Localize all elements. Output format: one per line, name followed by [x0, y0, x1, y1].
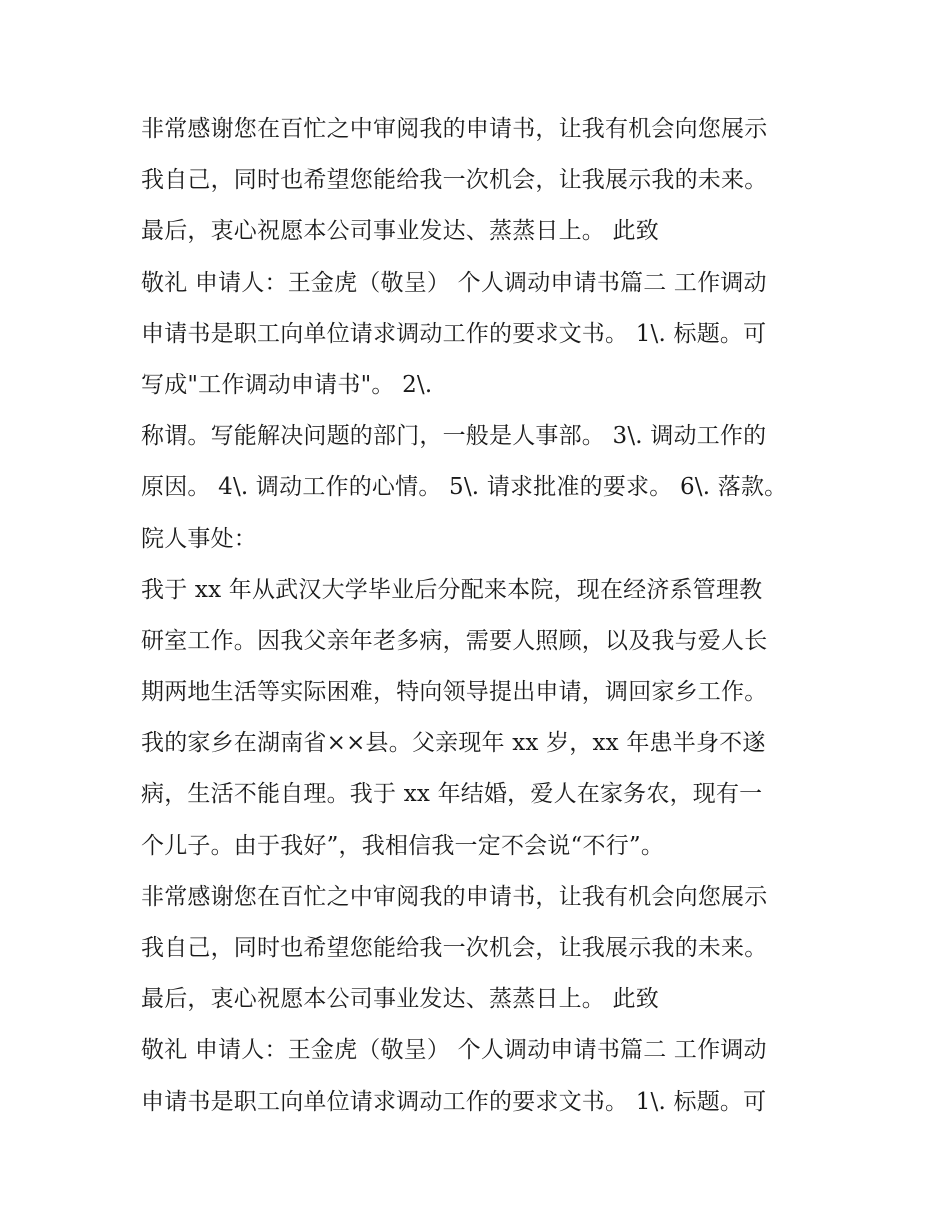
- text-line: 我自己，同时也希望您能给我一次机会，让我展示我的未来。: [141, 167, 768, 194]
- text-line: 个儿子。由于我好”，我相信我一定不会说“不行”。: [141, 832, 665, 859]
- text-line: 写成"工作调动申请书"。 2\.: [141, 371, 433, 398]
- text-line: 非常感谢您在百忙之中审阅我的申请书，让我有机会向您展示: [141, 116, 768, 142]
- text-line: 非常感谢您在百忙之中审阅我的申请书，让我有机会向您展示: [141, 883, 768, 910]
- text-line: 院人事处：: [141, 525, 257, 552]
- text-line: 我自己，同时也希望您能给我一次机会，让我展示我的未来。: [141, 935, 768, 961]
- text-line: 敬礼 申请人：王金虎（敬呈） 个人调动申请书篇二 工作调动: [141, 269, 767, 296]
- text-line: 期两地生活等实际困难，特向领导提出申请，调回家乡工作。: [141, 679, 768, 706]
- text-line: 最后，衷心祝愿本公司事业发达、蒸蒸日上。 此致: [141, 218, 659, 245]
- text-line: 最后，衷心祝愿本公司事业发达、蒸蒸日上。 此致: [141, 986, 659, 1013]
- text-line: 研室工作。因我父亲年老多病，需要人照顾，以及我与爱人长: [141, 627, 768, 654]
- text-line: 称谓。写能解决问题的部门，一般是人事部。 3\. 调动工作的: [141, 423, 767, 450]
- text-line: 申请书是职工向单位请求调动工作的要求文书。 1\. 标题。可: [141, 320, 767, 347]
- document-body: [141, 104, 821, 1128]
- text-line: 申请书是职工向单位请求调动工作的要求文书。 1\. 标题。可: [141, 1088, 767, 1115]
- text-line: 病，生活不能自理。我于 xx 年结婚，爱人在家务农，现有一: [141, 781, 763, 808]
- text-line: 我于 xx 年从武汉大学毕业后分配来本院，现在经济系管理教: [141, 576, 763, 603]
- text-line: 我的家乡在湖南省××县。父亲现年 xx 岁，xx 年患半身不遂: [141, 730, 766, 757]
- text-line: 敬礼 申请人：王金虎（敬呈） 个人调动申请书篇二 工作调动: [141, 1037, 767, 1064]
- text-line: 原因。 4\. 调动工作的心情。 5\. 请求批准的要求。 6\. 落款。: [141, 474, 788, 501]
